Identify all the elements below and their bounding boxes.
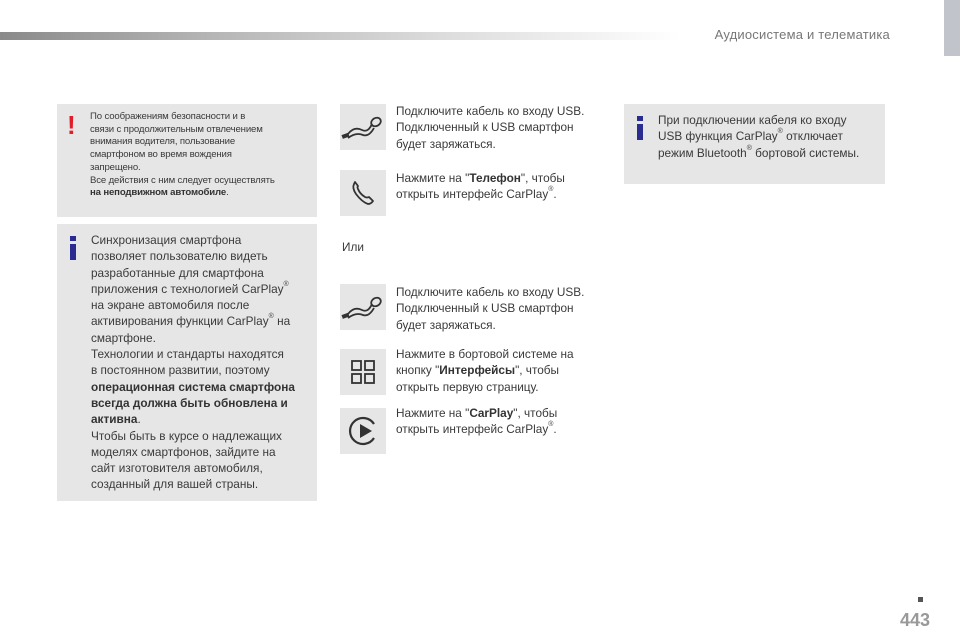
warning-line: Все действия с ним следует осуществлять xyxy=(90,174,275,186)
warning-text xyxy=(90,111,275,200)
usb-cable-icon xyxy=(340,104,386,150)
step-line: Нажмите на "Телефон", чтобы xyxy=(396,171,565,185)
step-line: Подключенный к USB смартфон xyxy=(396,301,574,316)
info-line: приложения с технологией CarPlay® xyxy=(91,280,289,296)
step-phone-text xyxy=(396,170,565,203)
info-line: При подключении кабеля ко входу xyxy=(658,113,847,127)
step-carplay-text xyxy=(396,405,557,438)
info-left-text xyxy=(91,232,295,493)
info-line: моделях смартфонов, зайдите на xyxy=(91,444,276,459)
info-icon xyxy=(636,116,644,140)
info-line: позволяет пользователю видеть xyxy=(91,249,268,264)
page-dot xyxy=(918,597,923,602)
page-header-title: Аудиосистема и телематика xyxy=(714,27,890,42)
step-line: будет заряжаться. xyxy=(396,136,496,151)
phone-handset-icon xyxy=(340,170,386,216)
step-line: Подключите кабель ко входу USB. xyxy=(396,104,585,118)
info-line: режим Bluetooth® бортовой системы. xyxy=(658,144,860,160)
warning-line: внимания водителя, пользование xyxy=(90,136,236,148)
or-label: Или xyxy=(342,240,364,254)
step-line: Нажмите на "CarPlay", чтобы xyxy=(396,406,558,420)
info-box-right xyxy=(624,104,885,184)
info-bold-line: всегда должна быть обновлена и xyxy=(91,395,288,410)
step-interfaces-text xyxy=(396,346,574,395)
exclamation-icon: ! xyxy=(67,110,76,140)
page-number: 443 xyxy=(899,610,930,630)
step-line: будет заряжаться. xyxy=(396,317,496,332)
step-connect-usb-text xyxy=(396,284,584,333)
header-rule xyxy=(0,32,680,40)
info-line: USB функция CarPlay® отключает xyxy=(658,128,843,144)
step-line: открыть первую страницу. xyxy=(396,379,539,394)
warning-box xyxy=(57,104,317,217)
info-bold-line: операционная система смартфона xyxy=(91,379,295,394)
page-edge-strip xyxy=(944,0,960,640)
info-box-left xyxy=(57,224,317,501)
info-line: разработанные для смартфона xyxy=(91,265,264,280)
warning-bold-line: на неподвижном автомобиле. xyxy=(90,187,229,199)
step-line: Подключенный к USB смартфон xyxy=(396,120,574,135)
usb-cable-icon xyxy=(340,284,386,330)
info-line: Технологии и стандарты находятся xyxy=(91,347,284,362)
warning-line: По соображениям безопасности и в xyxy=(90,111,246,122)
step-line: кнопку "Интерфейсы", чтобы xyxy=(396,363,560,378)
step-line: открыть интерфейс CarPlay®. xyxy=(396,421,557,437)
warning-line: связи с продолжительным отвлечением xyxy=(90,123,263,135)
apps-grid-icon xyxy=(340,349,386,395)
step-line: Нажмите в бортовой системе на xyxy=(396,347,574,361)
warning-line: запрещено. xyxy=(90,161,141,173)
info-line: Синхронизация смартфона xyxy=(91,233,242,247)
warning-line: смартфоном во время вождения xyxy=(90,149,232,161)
info-line: смартфоне. xyxy=(91,330,156,345)
carplay-play-icon xyxy=(340,408,386,454)
chapter-tab xyxy=(944,0,960,56)
info-icon xyxy=(69,236,77,260)
info-line: созданный для вашей страны. xyxy=(91,477,259,492)
info-line: на экране автомобиля после xyxy=(91,298,250,313)
step-connect-usb-text xyxy=(396,103,584,152)
info-right-text xyxy=(658,112,859,161)
info-bold-line: активна. xyxy=(91,412,141,427)
info-line: активирования функции CarPlay® на xyxy=(91,313,291,329)
step-line: Подключите кабель ко входу USB. xyxy=(396,285,585,299)
info-line: Чтобы быть в курсе о надлежащих xyxy=(91,428,282,443)
info-line: в постоянном развитии, поэтому xyxy=(91,363,270,378)
info-line: сайт изготовителя автомобиля, xyxy=(91,461,263,476)
step-line: открыть интерфейс CarPlay®. xyxy=(396,186,557,202)
